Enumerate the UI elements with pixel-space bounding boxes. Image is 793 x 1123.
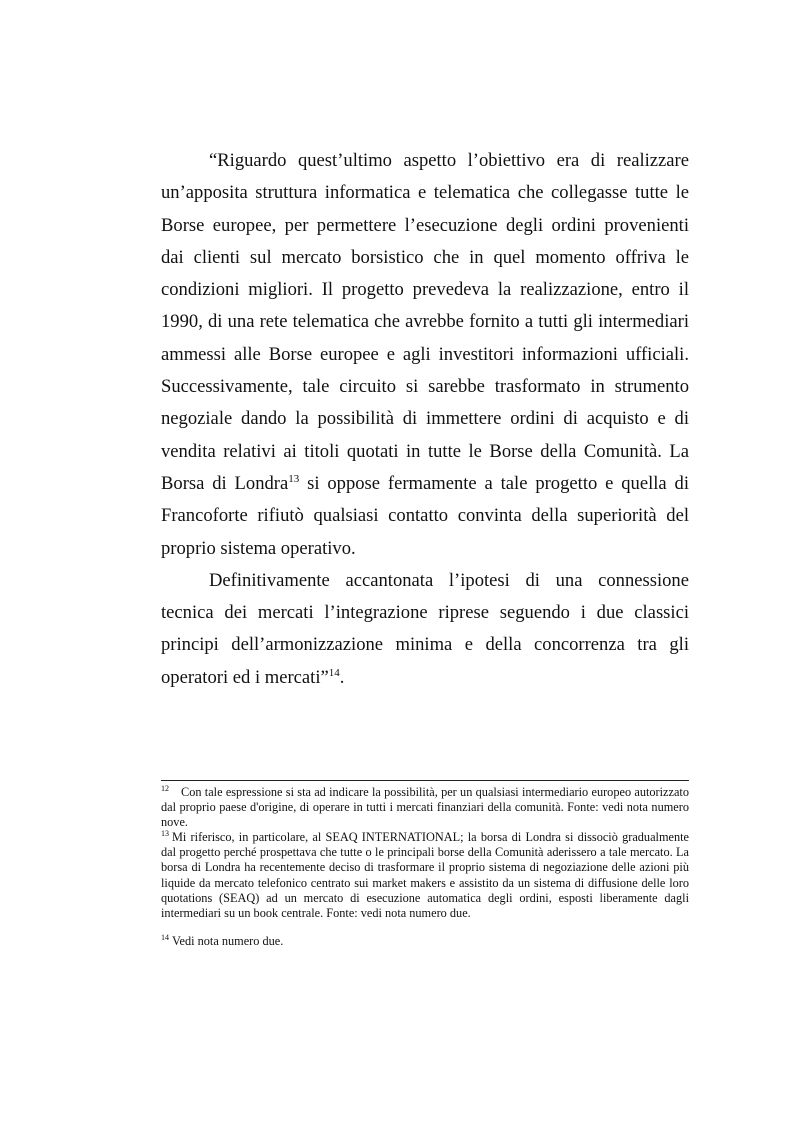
footnote-text: Con tale espressione si sta ad indicare la possibilità, per un qualsiasi intermediario europeo autorizzato dal proprio paese d'origine, di operare in tutti i mercati finanziari della comunità. Fonte: vedi nota numero nove.	[161, 785, 689, 830]
footnote-14	[161, 934, 689, 949]
paragraph-2-text-a: Definitivamente accantonata l’ipotesi di una connessione tecnica dei mercati l’integrazione riprese seguendo i due classici principi dell’armonizzazione minima e della concorrenza tra gli operatori ed i mercati”	[161, 569, 689, 688]
footnote-13	[161, 830, 689, 921]
footnote-12	[161, 785, 689, 830]
paragraph-1-text-b: si oppose fermamente a tale progetto e quella di Francoforte rifiutò qualsiasi contatto convinta della superiorità del proprio sistema operativo.	[161, 472, 689, 559]
paragraph-1	[161, 145, 689, 565]
footnote-separator	[161, 780, 689, 781]
footnote-text: Vedi nota numero due.	[172, 933, 284, 948]
footnote-number: 14	[161, 932, 169, 942]
paragraph-1-text-a: “Riguardo quest’ultimo aspetto l’obiettivo era di realizzare un’apposita struttura informatica e telematica che collegasse tutte le Borse europee, per permettere l’esecuzione degli ordini provenienti dai clienti sul mercato borsistico che in quel momento offriva le condizioni migliori. Il progetto prevedeva la realizzazione, entro il 1990, di una rete telematica che avrebbe fornito a tutti gli intermediari ammessi alle Borse europee e agli investitori informazioni ufficiali. Successivamente, tale circuito si sarebbe trasformato in strumento negoziale dando la possibilità di immettere ordini di acquisto e di vendita relativi ai titoli quotati in tutte le Borse della Comunità. La Borsa di Londra	[161, 150, 689, 494]
footnote-number: 12	[161, 784, 169, 793]
footnote-ref-13: 13	[288, 472, 300, 485]
footnote-ref-14: 14	[328, 666, 340, 679]
main-text	[161, 145, 689, 694]
paragraph-2-text-b: .	[339, 666, 345, 688]
footnote-number: 13	[161, 829, 169, 839]
paragraph-2	[161, 565, 689, 694]
footnotes	[161, 785, 689, 949]
footnote-text: Mi riferisco, in particolare, al SEAQ INTERNATIONAL; la borsa di Londra si dissociò gradualmente dal progetto perché prospettava che tutte o le principali borse della Comunità aderissero a tale mercato. La borsa di Londra ha recentemente deciso di trasformare il proprio sistema di negoziazione delle azioni più liquide da mercato telefonico centrato sui market makers e assistito da un sistema di diffusione delle loro quotations (SEAQ) ad un mercato di esecuzione automatica degli ordini, esposti liberamente dagli intermediari su un book centrale. Fonte: vedi nota numero due.	[161, 830, 689, 920]
